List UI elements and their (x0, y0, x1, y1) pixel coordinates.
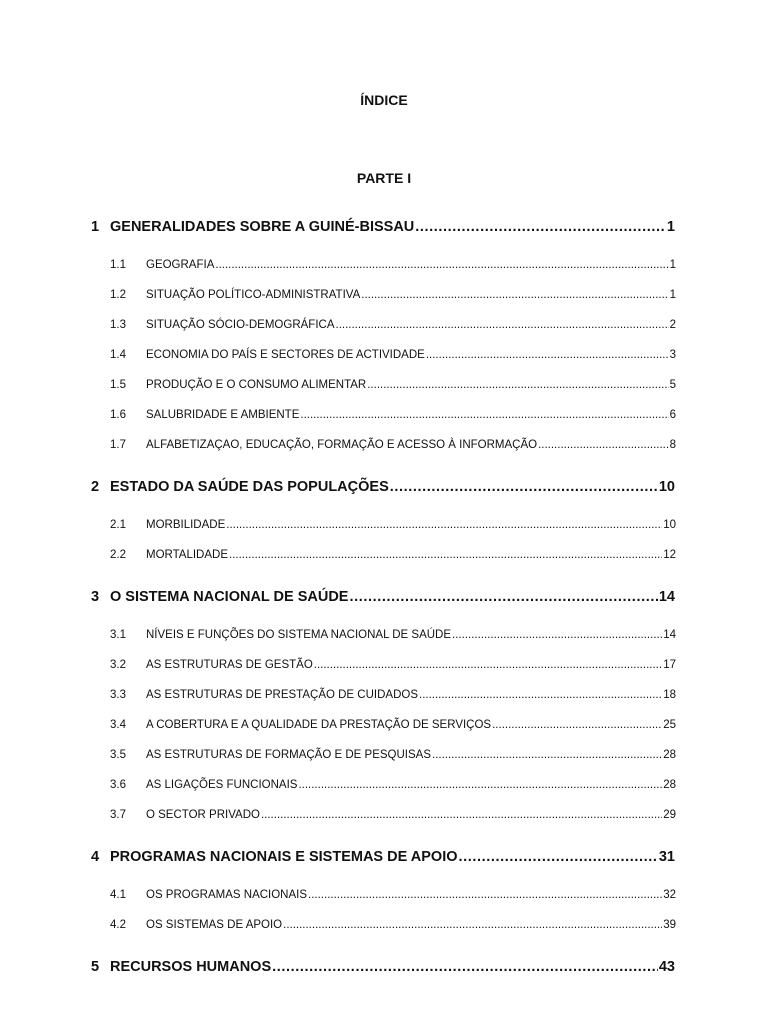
entry-page-number: 1 (669, 289, 676, 301)
dot-leader (336, 319, 669, 331)
toc-title: ÍNDICE (360, 92, 408, 108)
toc-chapter-entry[interactable] (91, 479, 675, 495)
toc-chapter-entry[interactable] (91, 219, 675, 235)
entry-title: AS LIGAÇÕES FUNCIONAIS (146, 779, 298, 791)
entry-page-number: 18 (663, 689, 676, 701)
toc-section-entry[interactable] (110, 889, 676, 901)
toc-section-entry[interactable] (110, 289, 676, 301)
entry-title: SALUBRIDADE E AMBIENTE (146, 409, 300, 421)
entry-number: 1.5 (110, 379, 126, 391)
entry-title: NÍVEIS E FUNÇÕES DO SISTEMA NACIONAL DE SAÚDE (146, 629, 452, 641)
entry-page-number: 10 (658, 479, 675, 495)
entry-number: 3.2 (110, 659, 126, 671)
dot-leader (367, 379, 668, 391)
part-title: PARTE I (356, 170, 412, 186)
entry-page-number: 28 (663, 749, 676, 761)
entry-title: GENERALIDADES SOBRE A GUINÉ-BISSAU (110, 219, 415, 235)
dot-leader (432, 749, 662, 761)
toc-section-entry[interactable] (110, 809, 676, 821)
toc-section-entry[interactable] (110, 659, 676, 671)
entry-page-number: 31 (658, 849, 675, 865)
entry-number: 3.4 (110, 719, 126, 731)
entry-number: 3.6 (110, 779, 126, 791)
entry-number: 3.7 (110, 809, 126, 821)
entry-number: 3.1 (110, 629, 126, 641)
toc-chapter-entry[interactable] (91, 849, 675, 865)
dot-leader (229, 549, 662, 561)
dot-leader (298, 779, 662, 791)
dot-leader (452, 629, 662, 641)
entry-page-number: 2 (669, 319, 676, 331)
toc-section-entry[interactable] (110, 349, 676, 361)
entry-number: 3 (91, 589, 100, 605)
entry-number: 3.3 (110, 689, 126, 701)
entry-number: 2 (91, 479, 100, 495)
entry-number: 4.2 (110, 919, 126, 931)
dot-leader (261, 809, 662, 821)
dot-leader (415, 219, 666, 235)
dot-leader (226, 519, 662, 531)
entry-number: 1.7 (110, 439, 126, 451)
entry-title: PRODUÇÃO E O CONSUMO ALIMENTAR (146, 379, 367, 391)
dot-leader (349, 589, 657, 605)
entry-title: PROGRAMAS NACIONAIS E SISTEMAS DE APOIO (110, 849, 458, 865)
toc-section-entry[interactable] (110, 689, 676, 701)
entry-title: SITUAÇÃO POLÍTICO-ADMINISTRATIVA (146, 289, 361, 301)
entry-page-number: 1 (666, 219, 675, 235)
toc-section-entry[interactable] (110, 319, 676, 331)
dot-leader (390, 479, 658, 495)
toc-section-entry[interactable] (110, 779, 676, 791)
entry-page-number: 32 (663, 889, 676, 901)
entry-title: MORTALIDADE (146, 549, 229, 561)
dot-leader (215, 259, 668, 271)
toc-section-entry[interactable] (110, 749, 676, 761)
entry-title: O SECTOR PRIVADO (146, 809, 260, 821)
dot-leader (459, 849, 658, 865)
dot-leader (419, 689, 662, 701)
toc-section-entry[interactable] (110, 719, 676, 731)
dot-leader (308, 889, 662, 901)
entry-number: 1.4 (110, 349, 126, 361)
toc-section-entry[interactable] (110, 919, 676, 931)
entry-page-number: 14 (663, 629, 676, 641)
entry-title: OS SISTEMAS DE APOIO (146, 919, 283, 931)
entry-page-number: 25 (663, 719, 676, 731)
entry-page-number: 1 (669, 259, 676, 271)
dot-leader (426, 349, 669, 361)
entry-page-number: 17 (663, 659, 676, 671)
entry-page-number: 12 (663, 549, 676, 561)
entry-number: 3.5 (110, 749, 126, 761)
entry-title: O SISTEMA NACIONAL DE SAÚDE (110, 589, 349, 605)
dot-leader (314, 659, 662, 671)
entry-number: 1.6 (110, 409, 126, 421)
entry-title: AS ESTRUTURAS DE FORMAÇÃO E DE PESQUISAS (146, 749, 431, 761)
entry-title: AS ESTRUTURAS DE GESTÃO (146, 659, 313, 671)
toc-section-entry[interactable] (110, 549, 676, 561)
entry-number: 4.1 (110, 889, 126, 901)
entry-page-number: 10 (663, 519, 676, 531)
entry-page-number: 29 (663, 809, 676, 821)
entry-number: 2.1 (110, 519, 126, 531)
toc-chapter-entry[interactable] (91, 589, 675, 605)
entry-number: 2.2 (110, 549, 126, 561)
dot-leader (272, 959, 658, 975)
entry-number: 1 (91, 219, 100, 235)
entry-page-number: 43 (658, 959, 675, 975)
entry-title: SITUAÇÃO SÓCIO-DEMOGRÁFICA (146, 319, 335, 331)
toc-chapter-entry[interactable] (91, 959, 675, 975)
toc-section-entry[interactable] (110, 519, 676, 531)
dot-leader (361, 289, 668, 301)
entry-title: AS ESTRUTURAS DE PRESTAÇÃO DE CUIDADOS (146, 689, 418, 701)
entry-page-number: 3 (669, 349, 676, 361)
entry-page-number: 5 (669, 379, 676, 391)
entry-page-number: 8 (669, 439, 676, 451)
dot-leader (283, 919, 662, 931)
entry-title: A COBERTURA E A QUALIDADE DA PRESTAÇÃO DE SERVIÇOS (146, 719, 492, 731)
dot-leader (300, 409, 668, 421)
entry-page-number: 28 (663, 779, 676, 791)
dot-leader (492, 719, 662, 731)
entry-page-number: 14 (658, 589, 675, 605)
entry-number: 1.3 (110, 319, 126, 331)
entry-title: OS PROGRAMAS NACIONAIS (146, 889, 308, 901)
entry-title: ALFABETIZAÇAO, EDUCAÇÃO, FORMAÇÃO E ACESSO À INFORMAÇÃO (146, 439, 538, 451)
entry-title: ECONOMIA DO PAÍS E SECTORES DE ACTIVIDADE (146, 349, 425, 361)
toc-section-entry[interactable] (110, 379, 676, 391)
entry-page-number: 39 (663, 919, 676, 931)
entry-title: RECURSOS HUMANOS (110, 959, 272, 975)
entry-number: 1.2 (110, 289, 126, 301)
entry-number: 1.1 (110, 259, 126, 271)
entry-title: MORBILIDADE (146, 519, 226, 531)
entry-title: GEOGRAFIA (146, 259, 215, 271)
entry-number: 5 (91, 959, 100, 975)
toc-section-entry[interactable] (110, 259, 676, 271)
dot-leader (538, 439, 669, 451)
entry-title: ESTADO DA SAÚDE DAS POPULAÇÕES (110, 479, 389, 495)
toc-section-entry[interactable] (110, 409, 676, 421)
toc-section-entry[interactable] (110, 629, 676, 641)
toc-section-entry[interactable] (110, 439, 676, 451)
entry-number: 4 (91, 849, 100, 865)
entry-page-number: 6 (669, 409, 676, 421)
